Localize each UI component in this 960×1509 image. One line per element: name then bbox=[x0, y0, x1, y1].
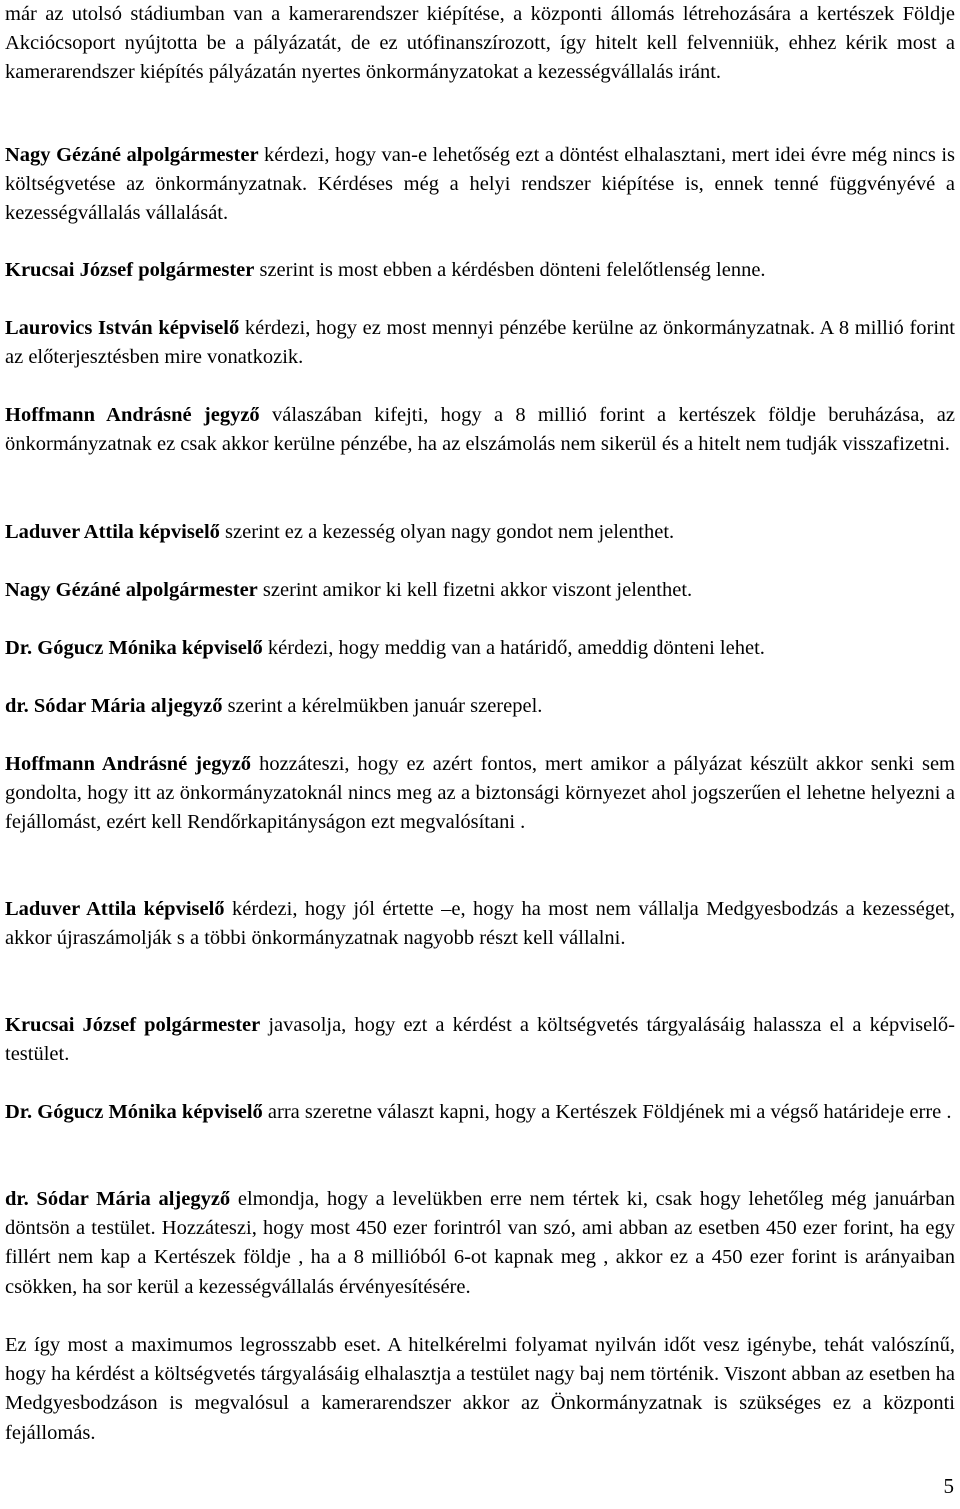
paragraph-text: válaszában kifejti, hogy a 8 millió forint a kertészek földje beruházása, az önkormányzatnak ez csak akkor kerülne pénzébe, ha az elszámolás nem sikerül és a hitelt nem tudják visszafizetni. bbox=[5, 404, 955, 456]
paragraph bbox=[5, 256, 766, 285]
speaker-name: Laurovics István képviselő bbox=[5, 317, 240, 339]
speaker-name: dr. Sódar Mária aljegyző bbox=[5, 1188, 231, 1210]
paragraph-text: már az utolsó stádiumban van a kamerarendszer kiépítése, a központi állomás létrehozására a kertészek Földje Akciócsoport nyújtotta be a pályázatát, de ez utófinanszírozott, így hitelt kell felvenniük, ehhez kérik most a kamerarendszer kiépítés pályázatán nyertes önkormányzatokat a kezességvállalás iránt. bbox=[5, 3, 955, 84]
page-number: 5 bbox=[943, 1474, 954, 1498]
paragraph-text: szerint a kérelmükben január szerepel. bbox=[222, 695, 543, 717]
paragraph-text: kérdezi, hogy van-e lehetőség ezt a döntést elhalasztani, mert idei évre még nincs is költségvetése az önkormányzatnak. Kérdéses még a helyi rendszer kiépítése is, ennek tenné függvényévé a kezességvállalás vállalását. bbox=[5, 144, 955, 225]
paragraph-text: kérdezi, hogy jól értette –e, hogy ha most nem vállalja Medgyesbodzás a kezességet, akkor újraszámolják s a többi önkormányzatnak nagyobb részt kell vállalni. bbox=[5, 898, 955, 950]
speaker-name: Laduver Attila képviselő bbox=[5, 898, 225, 920]
paragraph-text: szerint is most ebben a kérdésben dönteni felelőtlenség lenne. bbox=[254, 259, 766, 281]
paragraph bbox=[5, 634, 765, 663]
speaker-name: Dr. Gógucz Mónika képviselő bbox=[5, 1101, 263, 1123]
speaker-name: Dr. Gógucz Mónika képviselő bbox=[5, 637, 263, 659]
paragraph bbox=[5, 141, 955, 229]
paragraph bbox=[5, 0, 955, 88]
paragraph-text: hozzáteszi, hogy ez azért fontos, mert amikor a pályázat készült akkor senki sem gondolta, hogy itt az önkormányzatoknál nincs meg az a biztonsági környezet ahol jogszerűen el lehetne helyezni a fejállomást, ezért kell Rendőrkapitányságon ezt megvalósítani . bbox=[5, 753, 955, 834]
paragraph bbox=[5, 518, 674, 547]
paragraph-text: javasolja, hogy ezt a kérdést a költségvetés tárgyalásáig halassza el a képviselő-testület. bbox=[5, 1014, 955, 1066]
paragraph-text: szerint ez a kezesség olyan nagy gondot nem jelenthet. bbox=[219, 521, 675, 543]
paragraph bbox=[5, 401, 955, 459]
paragraph bbox=[5, 750, 955, 838]
paragraph bbox=[5, 692, 542, 721]
paragraph-text: elmondja, hogy a levelükben erre nem tértek ki, csak hogy lehetőleg még januárban döntsön a testület. Hozzáteszi, hogy most 450 ezer forintról van szó, ami abban az esetben 450 ezer forint, ha egy fillért nem kap a Kertészek földje , ha a 8 millióból 6-ot kapnak meg , akkor ez a 450 ezer forint is arányaiban csökken, ha sor kerül a kezességvállalás érvényesítésére. bbox=[5, 1188, 956, 1298]
paragraph bbox=[5, 576, 692, 605]
speaker-name: Laduver Attila képviselő bbox=[5, 521, 220, 543]
paragraph bbox=[5, 314, 955, 372]
paragraph-text: Ez így most a maximumos legrosszabb eset. A hitelkérelmi folyamat nyilván időt vesz igénybe, tehát valószínű, hogy ha kérdést a költségvetés tárgyalásáig elhalasztja a testület nagy baj nem történik. Viszont abban az esetben ha Medgyesbodzáson is megvalósul a kamerarendszer akkor az Önkormányzatnak is szükséges ez a központi fejállomás. bbox=[5, 1334, 955, 1444]
speaker-name: Nagy Gézáné alpolgármester bbox=[5, 144, 259, 166]
speaker-name: Hoffmann Andrásné jegyző bbox=[5, 753, 252, 775]
paragraph bbox=[5, 895, 955, 953]
speaker-name: Krucsai József polgármester bbox=[5, 259, 255, 281]
paragraph bbox=[5, 1098, 952, 1127]
speaker-name: dr. Sódar Mária aljegyző bbox=[5, 695, 223, 717]
speaker-name: Krucsai József polgármester bbox=[5, 1014, 261, 1036]
paragraph-text: szerint amikor ki kell fizetni akkor viszont jelenthet. bbox=[257, 579, 693, 601]
paragraph-text: arra szeretne választ kapni, hogy a Kertészek Földjének mi a végső határideje erre . bbox=[262, 1101, 952, 1123]
paragraph-text: kérdezi, hogy meddig van a határidő, ameddig dönteni lehet. bbox=[262, 637, 765, 659]
speaker-name: Hoffmann Andrásné jegyző bbox=[5, 404, 260, 426]
paragraph-text: kérdezi, hogy ez most mennyi pénzébe kerülne az önkormányzatnak. A 8 millió forint az előterjesztésben mire vonatkozik. bbox=[5, 317, 955, 369]
paragraph bbox=[5, 1011, 955, 1069]
paragraph bbox=[5, 1331, 955, 1448]
speaker-name: Nagy Gézáné alpolgármester bbox=[5, 579, 258, 601]
paragraph bbox=[5, 1185, 955, 1302]
